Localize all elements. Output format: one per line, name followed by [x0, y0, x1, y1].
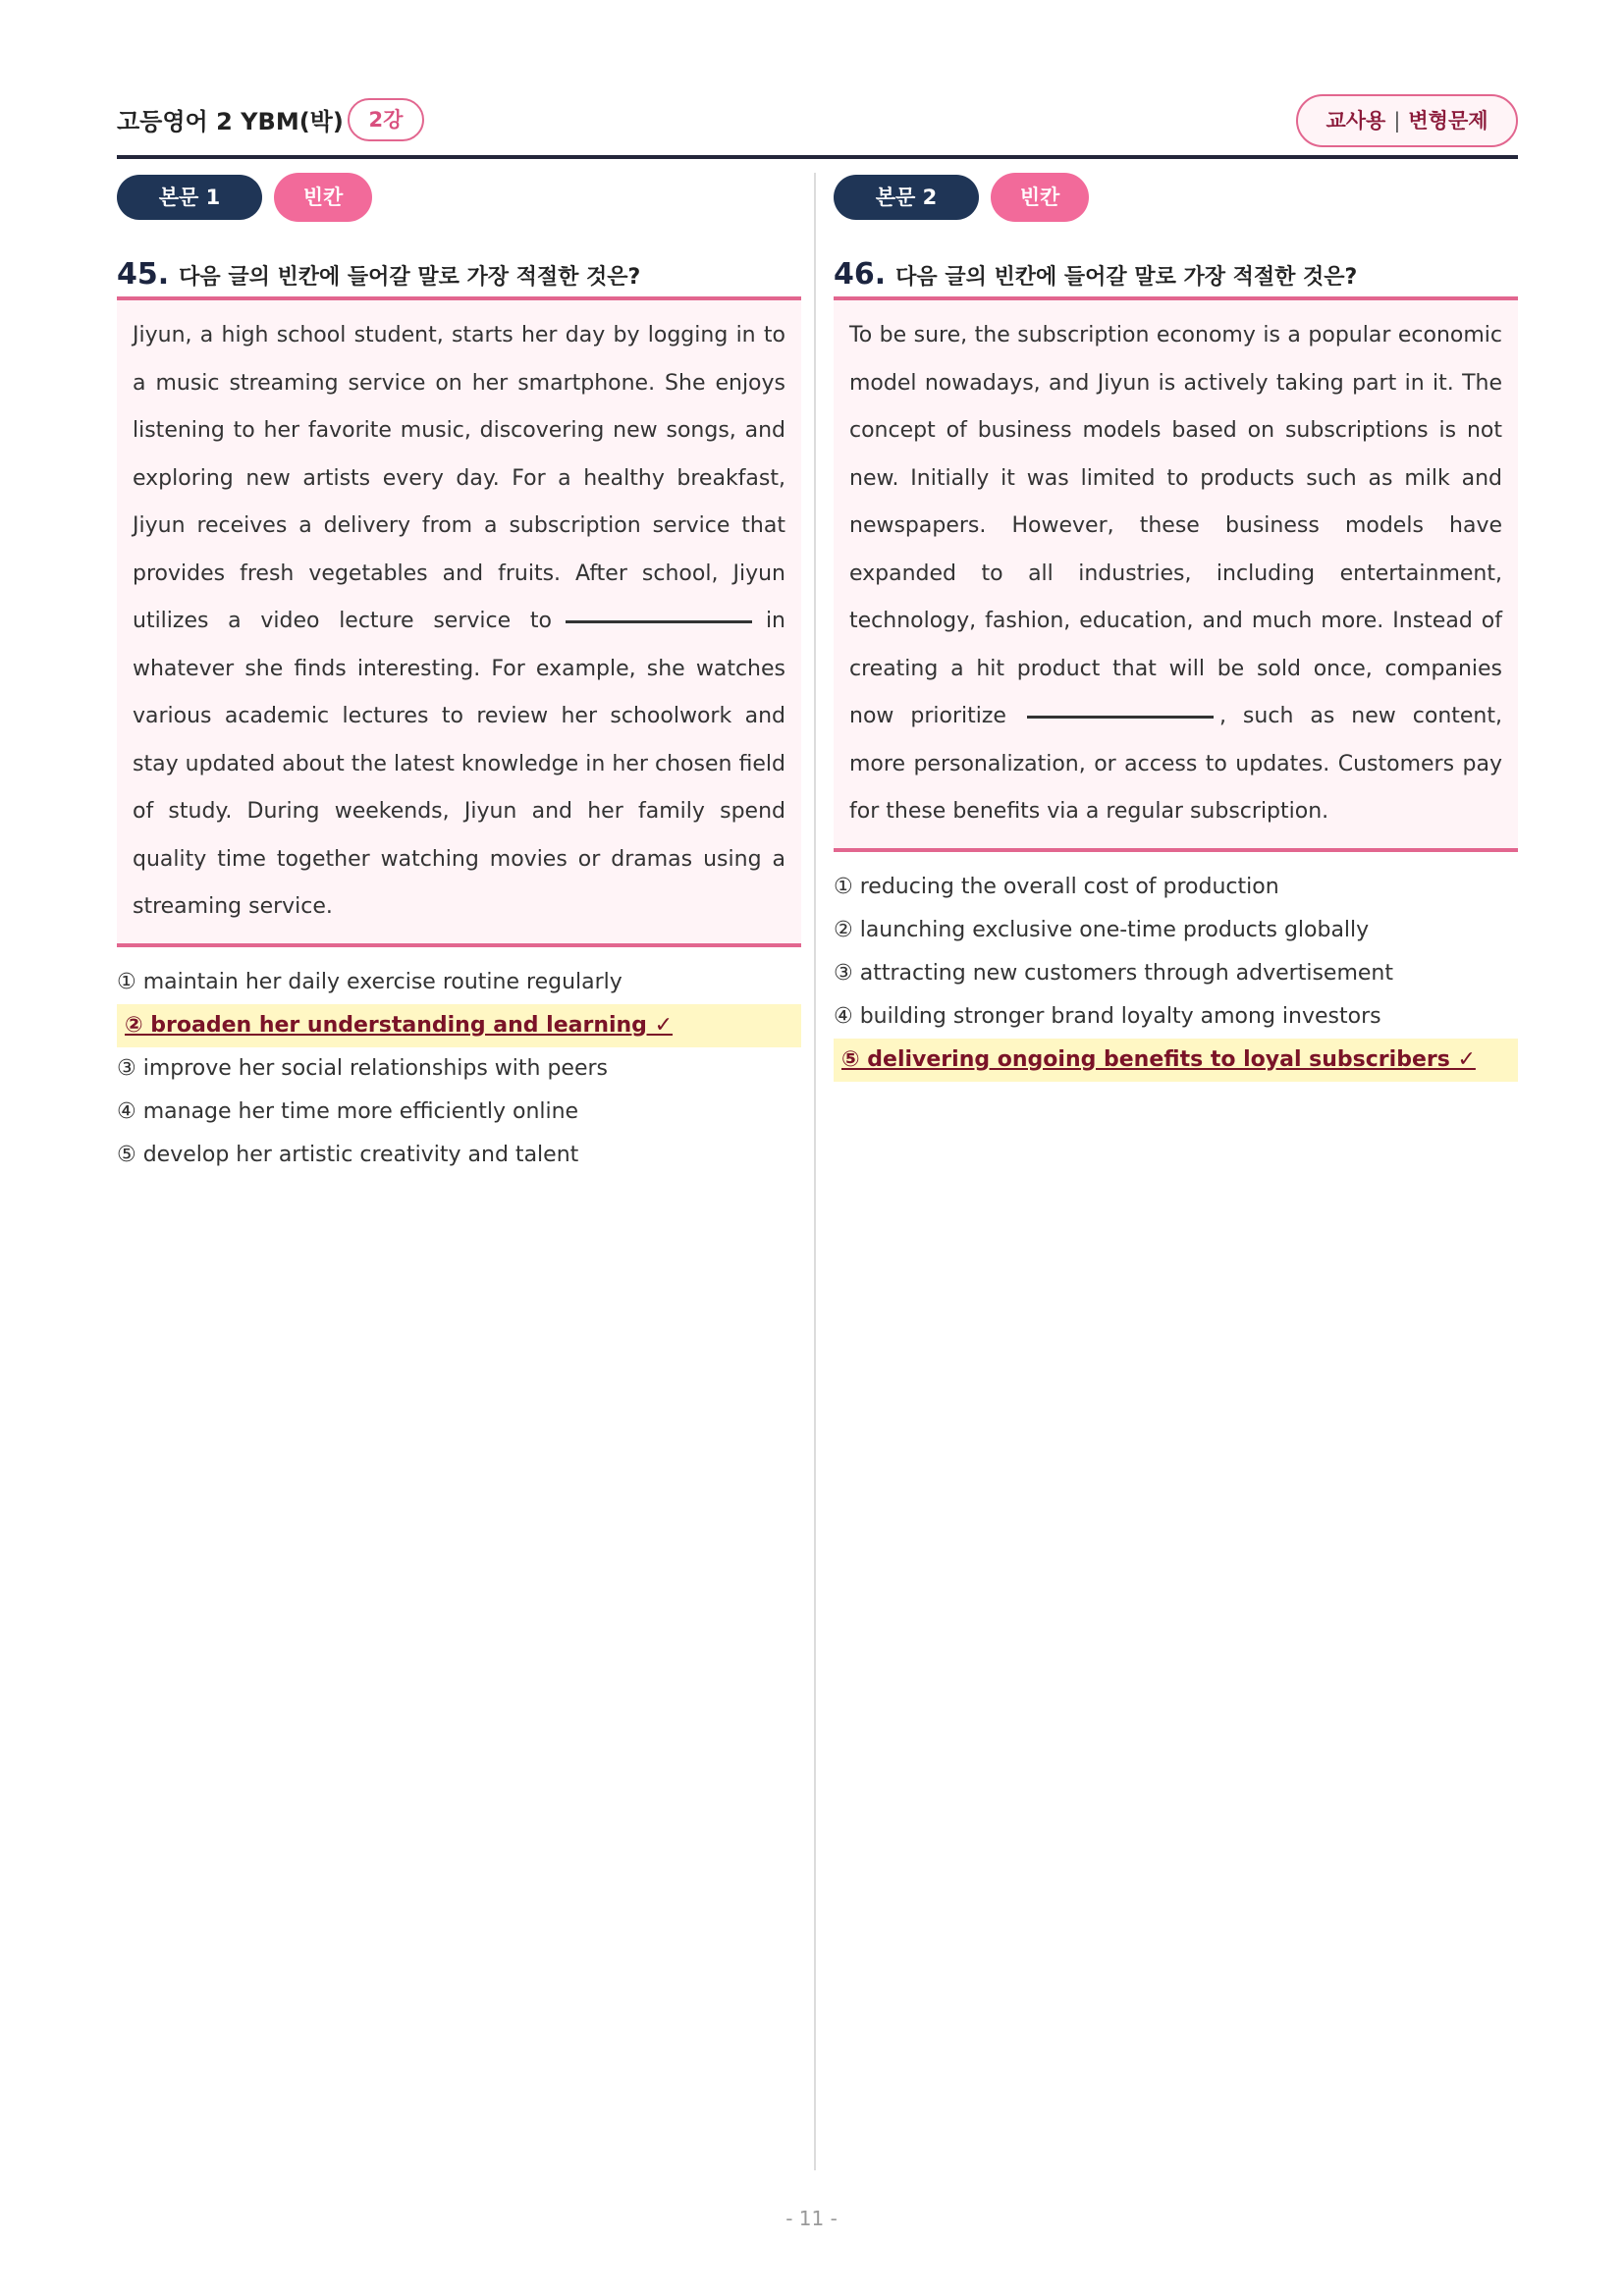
question-heading [117, 257, 801, 296]
answer-blank [566, 620, 752, 623]
passage-text-before-blank: To be sure, the subscription economy is a popular economic model nowadays, and Jiyun is actively taking part in it. The concept of business models based on subscriptions is not new. Initially it was limited to products such as milk and newspapers. However, these business models have expanded to all industries, including entertainment, technology, fashion, education, and much more. Instead of creating a hit product that will be sold once, companies now prioritize [849, 323, 1502, 728]
section-tag: 본문 1 [117, 175, 262, 220]
passage-bottom-rule [117, 943, 801, 947]
answer-blank [1027, 716, 1214, 719]
document-title: 고등영어 2 YBM(박) [117, 108, 344, 135]
question-tags [834, 173, 1518, 222]
header-divider [117, 155, 1518, 159]
badge-type-label: 변형문제 [1408, 109, 1488, 133]
passage-text-after-blank: , such as new content, more personalization, or access to updates. Customers pay for these benefits via a regular subscription. [849, 704, 1502, 824]
choice-1: ① maintain her daily exercise routine regularly [117, 969, 622, 994]
question-type-tag: 빈칸 [274, 173, 372, 222]
passage-text-before-blank: Jiyun, a high school student, starts her day by logging in to a music streaming service on her smartphone. She enjoys listening to her favorite music, discovering new songs, and exploring new artists every day. For a healthy breakfast, Jiyun receives a delivery from a subscription service that provides fresh vegetables and fruits. After school, Jiyun utilizes a video lecture service to [133, 323, 785, 633]
choice-3: ③ attracting new customers through advertisement [834, 960, 1393, 986]
question-type-tag: 빈칸 [991, 173, 1089, 222]
question-number: 45. [117, 257, 170, 292]
choice-4: ④ manage her time more efficiently online [117, 1098, 579, 1124]
question-tags [117, 173, 801, 222]
answer-choices [834, 866, 1518, 1082]
section-tag: 본문 2 [834, 175, 979, 220]
choice-2-correct: ② broaden her understanding and learning ✓ [117, 1004, 801, 1047]
answer-choices [117, 961, 801, 1177]
column-divider [814, 173, 816, 2170]
choice-5-correct: ⑤ delivering ongoing benefits to loyal subscribers ✓ [834, 1039, 1518, 1082]
choice-1: ① reducing the overall cost of production [834, 874, 1279, 899]
reading-passage [117, 300, 801, 943]
choice-5: ⑤ develop her artistic creativity and talent [117, 1142, 579, 1167]
reading-passage [834, 300, 1518, 848]
question-heading [834, 257, 1518, 296]
choice-2: ② launching exclusive one-time products globally [834, 917, 1370, 942]
question-text: 다음 글의 빈칸에 들어갈 말로 가장 적절한 것은? [895, 265, 1358, 290]
page-number: - 11 - [785, 2207, 838, 2230]
badge-separator: | [1393, 109, 1401, 133]
passage-text-after-blank: in whatever she finds interesting. For example, she watches various academic lectures to review her schoolwork and stay updated about the latest knowledge in her chosen field of study. During weekends, Jiyun and her family spend quality time together watching movies or dramas using a streaming service. [133, 609, 785, 919]
choice-3: ③ improve her social relationships with peers [117, 1055, 609, 1081]
passage-bottom-rule [834, 848, 1518, 852]
question-number: 46. [834, 257, 887, 292]
badge-teacher-label: 교사용 [1325, 109, 1386, 133]
question-text: 다음 글의 빈칸에 들어갈 말로 가장 적절한 것은? [179, 265, 641, 290]
choice-4: ④ building stronger brand loyalty among investors [834, 1003, 1381, 1029]
question-46-column [834, 173, 1518, 1082]
teacher-version-badge [1296, 94, 1518, 147]
lesson-badge: 2강 [348, 98, 424, 141]
question-45-column [117, 173, 801, 1177]
